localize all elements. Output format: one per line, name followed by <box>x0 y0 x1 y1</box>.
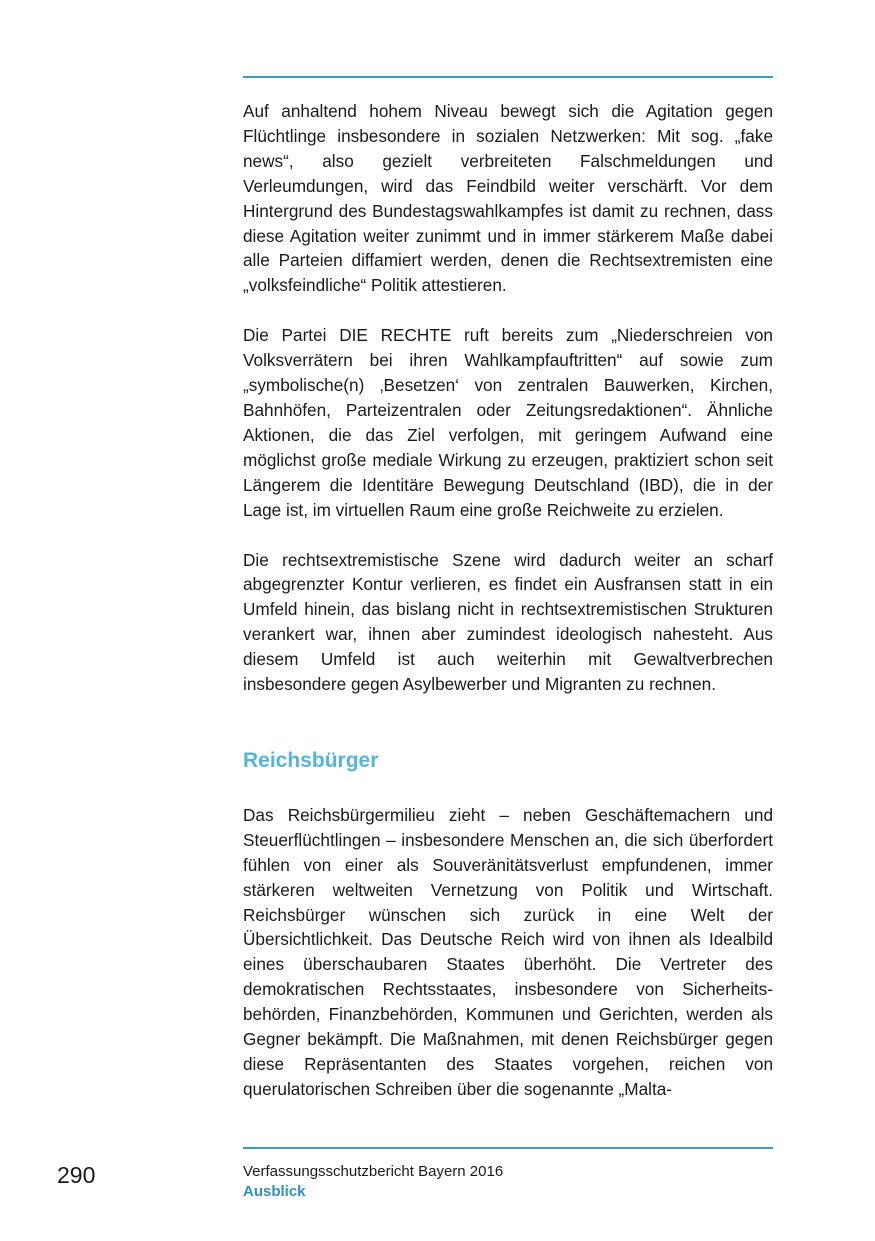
footer-rule <box>243 1147 773 1149</box>
paragraph-szene: Die rechtsextremistische Szene wird dadurch weiter an scharf abgegrenzter Kontur verlieren, es findet ein Ausfransen statt in ein Umfeld hinein, das bislang nicht in rechtsextremistischen Strukturen verankert war, ihnen aber zumindest ideologisch nahesteht. Aus diesem Umfeld ist auch weiterhin mit Gewaltverbrechen insbesondere gegen Asylbewerber und Migranten zu rechnen. <box>243 549 773 695</box>
footer-chapter-title: Ausblick <box>243 1183 306 1200</box>
paragraph-die-rechte: Die Partei DIE RECHTE ruft bereits zum „Niederschreien von Volksverrätern bei ihren Wahlkampfauftritten“ auf sowie zum „symbolische(n) ‚Besetzen‘ von zentralen Bauwerken, Kirchen, Bahnhöfen, Parteizentralen oder Zeitungsredaktionen“. Ähnliche Aktionen, die das Ziel verfolgen, mit geringem Aufwand eine möglichst große mediale Wirkung zu erzeugen, praktiziert schon seit Längerem die Identitäre Bewegung Deutschland (IBD), die in der Lage ist, im virtuellen Raum eine große Reichweite zu erzielen. <box>243 325 773 520</box>
page-body <box>243 99 773 1102</box>
paragraph-agitation: Auf anhaltend hohem Niveau bewegt sich die Agitation gegen Flüchtlinge insbesondere in sozialen Netzwerken: Mit sog. „fake news“, also gezielt verbreiteten Falschmeldungen und Verleumdungen, wird das Feindbild weiter verschärft. Vor dem Hintergrund des Bundestagswahlkampfes ist damit zu rechnen, dass diese Agitation weiter zunimmt und in immer stärkerem Maße dabei alle Parteien diffamiert werden, denen die Rechtsextremisten eine „volksfeindliche“ Politik attestieren. <box>243 101 773 296</box>
footer-publication-title: Verfassungsschutzbericht Bayern 2016 <box>243 1163 504 1180</box>
section-heading-reichsbuerger: Reichsbürger <box>243 748 379 772</box>
top-rule <box>243 76 773 78</box>
page-number: 290 <box>57 1162 96 1188</box>
footer <box>243 1162 773 1202</box>
paragraph-reichsbuerger: Das Reichsbürgermilieu zieht – neben Geschäftemachern und Steuerflüchtlingen – insbesondere Menschen an, die sich überfordert fühlen von einer als Souveränitätsverlust empfundenen, immer stärkeren weltweiten Vernetzung von Politik und Wirtschaft. Reichsbürger wünschen sich zurück in eine Welt der Übersichtlichkeit. Das Deutsche Reich wird von ihnen als Idealbild eines überschaubaren Staates überhöht. Die Vertreter des demokratischen Rechtsstaates, insbesondere von Sicherheitsbehörden, Finanzbehörden, Kommunen und Gerichten, werden als Gegner bekämpft. Die Maßnahmen, mit denen Reichsbürger gegen diese Repräsentanten des Staates vorgehen, reichen von querulatorischen Schreiben über die sogenannte „Malta- <box>243 804 773 1099</box>
